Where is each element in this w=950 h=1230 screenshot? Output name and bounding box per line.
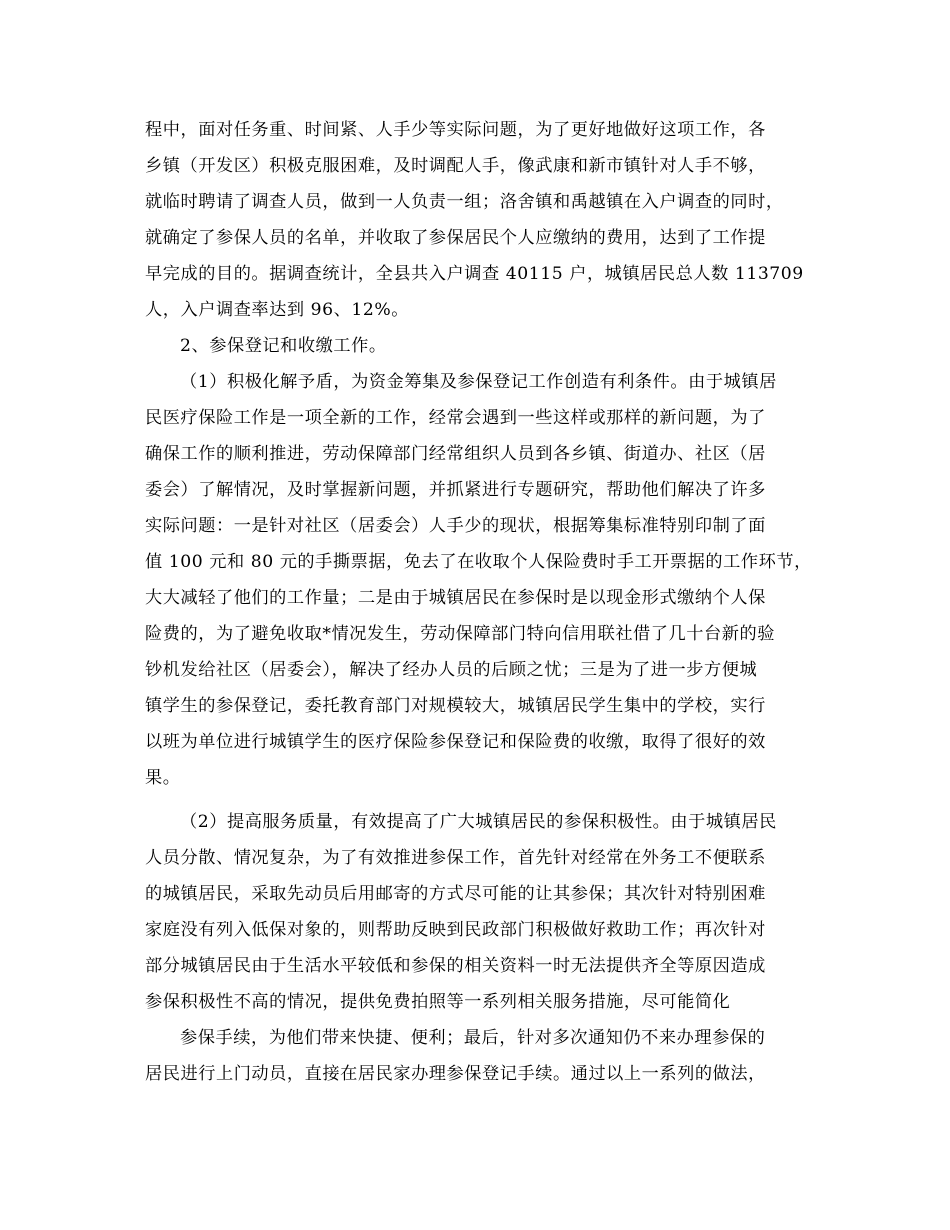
paragraph-line: 居民进行上门动员，直接在居民家办理参保登记手续。通过以上一系列的做法， [145,1064,766,1084]
paragraph-line: 险费的，为了避免收取*情况发生，劳动保障部门特向信用联社借了几十台新的验 [145,624,775,644]
paragraph-line: 就确定了参保人员的名单，并收取了参保居民个人应缴纳的费用，达到了工作提 [145,228,766,248]
paragraph-line: 值 100 元和 80 元的手撕票据，免去了在收取个人保险费时手工开票据的工作环节， [145,552,812,572]
paragraph-line: （2）提高服务质量，有效提高了广大城镇居民的参保积极性。由于城镇居民 [180,812,777,832]
paragraph-line: 程中，面对任务重、时间紧、人手少等实际问题，为了更好地做好这项工作，各 [145,120,766,140]
paragraph-line: 的城镇居民，采取先动员后用邮寄的方式尽可能的让其参保；其次针对特别困难 [145,884,766,904]
paragraph-line: 镇学生的参保登记，委托教育部门对规模较大，城镇居民学生集中的学校，实行 [145,696,766,716]
paragraph-line: 钞机发给社区（居委会），解决了经办人员的后顾之忧；三是为了进一步方便城 [145,660,758,680]
paragraph-line: 人，入户调查率达到 96、12%。 [145,300,409,320]
paragraph-line: 就临时聘请了调查人员，做到一人负责一组；洛舍镇和禹越镇在入户调查的同时， [145,192,784,212]
paragraph-line: 参保积极性不高的情况，提供免费拍照等一系列相关服务措施，尽可能简化 [145,992,731,1012]
paragraph-line: 以班为单位进行城镇学生的医疗保险参保登记和保险费的收缴，取得了很好的效 [145,732,766,752]
paragraph-line: 委会）了解情况，及时掌握新问题，并抓紧进行专题研究，帮助他们解决了许多 [145,480,766,500]
paragraph-line: 部分城镇居民由于生活水平较低和参保的相关资料一时无法提供齐全等原因造成 [145,956,766,976]
paragraph-line: 大大减轻了他们的工作量；二是由于城镇居民在参保时是以现金形式缴纳个人保 [145,588,766,608]
section-heading: 2、参保登记和收缴工作。 [180,336,387,356]
paragraph-line: 实际问题：一是针对社区（居委会）人手少的现状，根据筹集标准特别印制了面 [145,516,766,536]
paragraph-line: 果。 [145,768,181,788]
paragraph-line: （1）积极化解予盾，为资金筹集及参保登记工作创造有利条件。由于城镇居 [180,372,777,392]
paragraph-line: 确保工作的顺利推进，劳动保障部门经常组织人员到各乡镇、街道办、社区（居 [145,444,766,464]
paragraph-line: 人员分散、情况复杂，为了有效推进参保工作，首先针对经常在外务工不便联系 [145,848,766,868]
paragraph-line: 乡镇（开发区）积极克服困难，及时调配人手，像武康和新市镇针对人手不够， [145,156,766,176]
paragraph-line: 早完成的目的。据调查统计，全县共入户调查 40115 户，城镇居民总人数 113709 [145,264,804,284]
paragraph-line: 家庭没有列入低保对象的，则帮助反映到民政部门积极做好救助工作；再次针对 [145,920,766,940]
paragraph-line: 民医疗保险工作是一项全新的工作，经常会遇到一些这样或那样的新问题，为了 [145,408,766,428]
paragraph-line: 参保手续，为他们带来快捷、便利；最后，针对多次通知仍不来办理参保的 [180,1028,766,1048]
